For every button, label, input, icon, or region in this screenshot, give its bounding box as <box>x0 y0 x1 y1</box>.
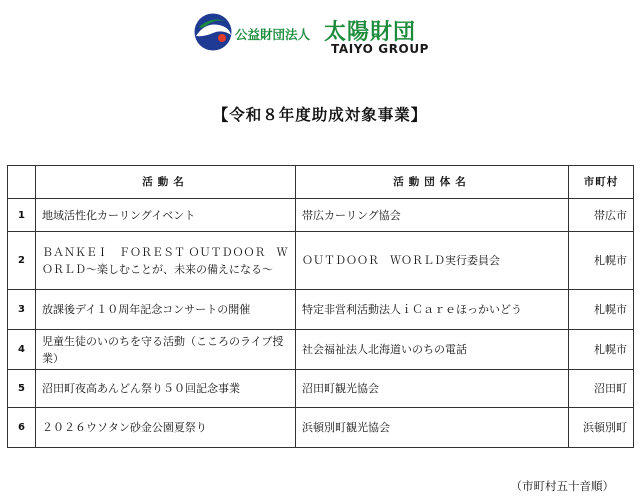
city-name: 札幌市 <box>569 290 634 330</box>
activity-name: 地域活性化カーリングイベント <box>36 199 296 232</box>
organization-name: 特定非営利活動法人ｉＣａｒｅほっかいどう <box>296 290 569 330</box>
header-number <box>8 166 36 199</box>
header-organization-name: 活動団体名 <box>296 166 569 199</box>
activity-name: 児童生徒のいのちを守る活動（こころのライブ授業） <box>36 330 296 370</box>
activity-name: ２０２６ウソタン砂金公園夏祭り <box>36 408 296 448</box>
grant-recipients-table <box>7 165 634 448</box>
city-name: 浜頓別町 <box>569 408 634 448</box>
row-number: 1 <box>8 199 36 232</box>
logo-foundation-name: 太陽財団 <box>324 20 417 45</box>
city-name: 札幌市 <box>569 330 634 370</box>
organization-name: ＯＵＴＤＯＯＲ ＷＯＲＬＤ実行委員会 <box>296 232 569 290</box>
organization-name: 社会福祉法人北海道いのちの電話 <box>296 330 569 370</box>
organization-name: 浜頓別町観光協会 <box>296 408 569 448</box>
header-city: 市町村 <box>569 166 634 199</box>
logo-group-name: TAIYO GROUP <box>331 42 430 56</box>
activity-name: ＢＡＮＫＥＩ ＦＯＲＥＳＴ ＯＵＴＤＯＯＲ ＷＯＲＬＤ～楽しむことが、未来の備えになる～ <box>36 232 296 290</box>
row-number: 4 <box>8 330 36 370</box>
organization-name: 沼田町観光協会 <box>296 370 569 408</box>
page-title: 【令和８年度助成対象事業】 <box>212 106 428 124</box>
logo-corporation-type: 公益財団法人 <box>235 27 311 42</box>
table-row <box>8 199 634 232</box>
city-name: 札幌市 <box>569 232 634 290</box>
header-activity-name: 活動名 <box>36 166 296 199</box>
table-row <box>8 232 634 290</box>
row-number: 3 <box>8 290 36 330</box>
table-row <box>8 408 634 448</box>
row-number: 6 <box>8 408 36 448</box>
table-header-row <box>8 166 634 199</box>
taiyo-swirl-logo-icon <box>193 12 233 52</box>
table-row <box>8 330 634 370</box>
activity-name: 沼田町夜高あんどん祭り５０回記念事業 <box>36 370 296 408</box>
sort-order-note: （市町村五十音順） <box>510 479 614 493</box>
activity-name: 放課後デイ１０周年記念コンサートの開催 <box>36 290 296 330</box>
taiyo-foundation-logo <box>193 10 433 60</box>
city-name: 沼田町 <box>569 370 634 408</box>
row-number: 2 <box>8 232 36 290</box>
table-row <box>8 290 634 330</box>
logo-text <box>235 10 435 60</box>
organization-name: 帯広カーリング協会 <box>296 199 569 232</box>
row-number: 5 <box>8 370 36 408</box>
table-row <box>8 370 634 408</box>
city-name: 帯広市 <box>569 199 634 232</box>
